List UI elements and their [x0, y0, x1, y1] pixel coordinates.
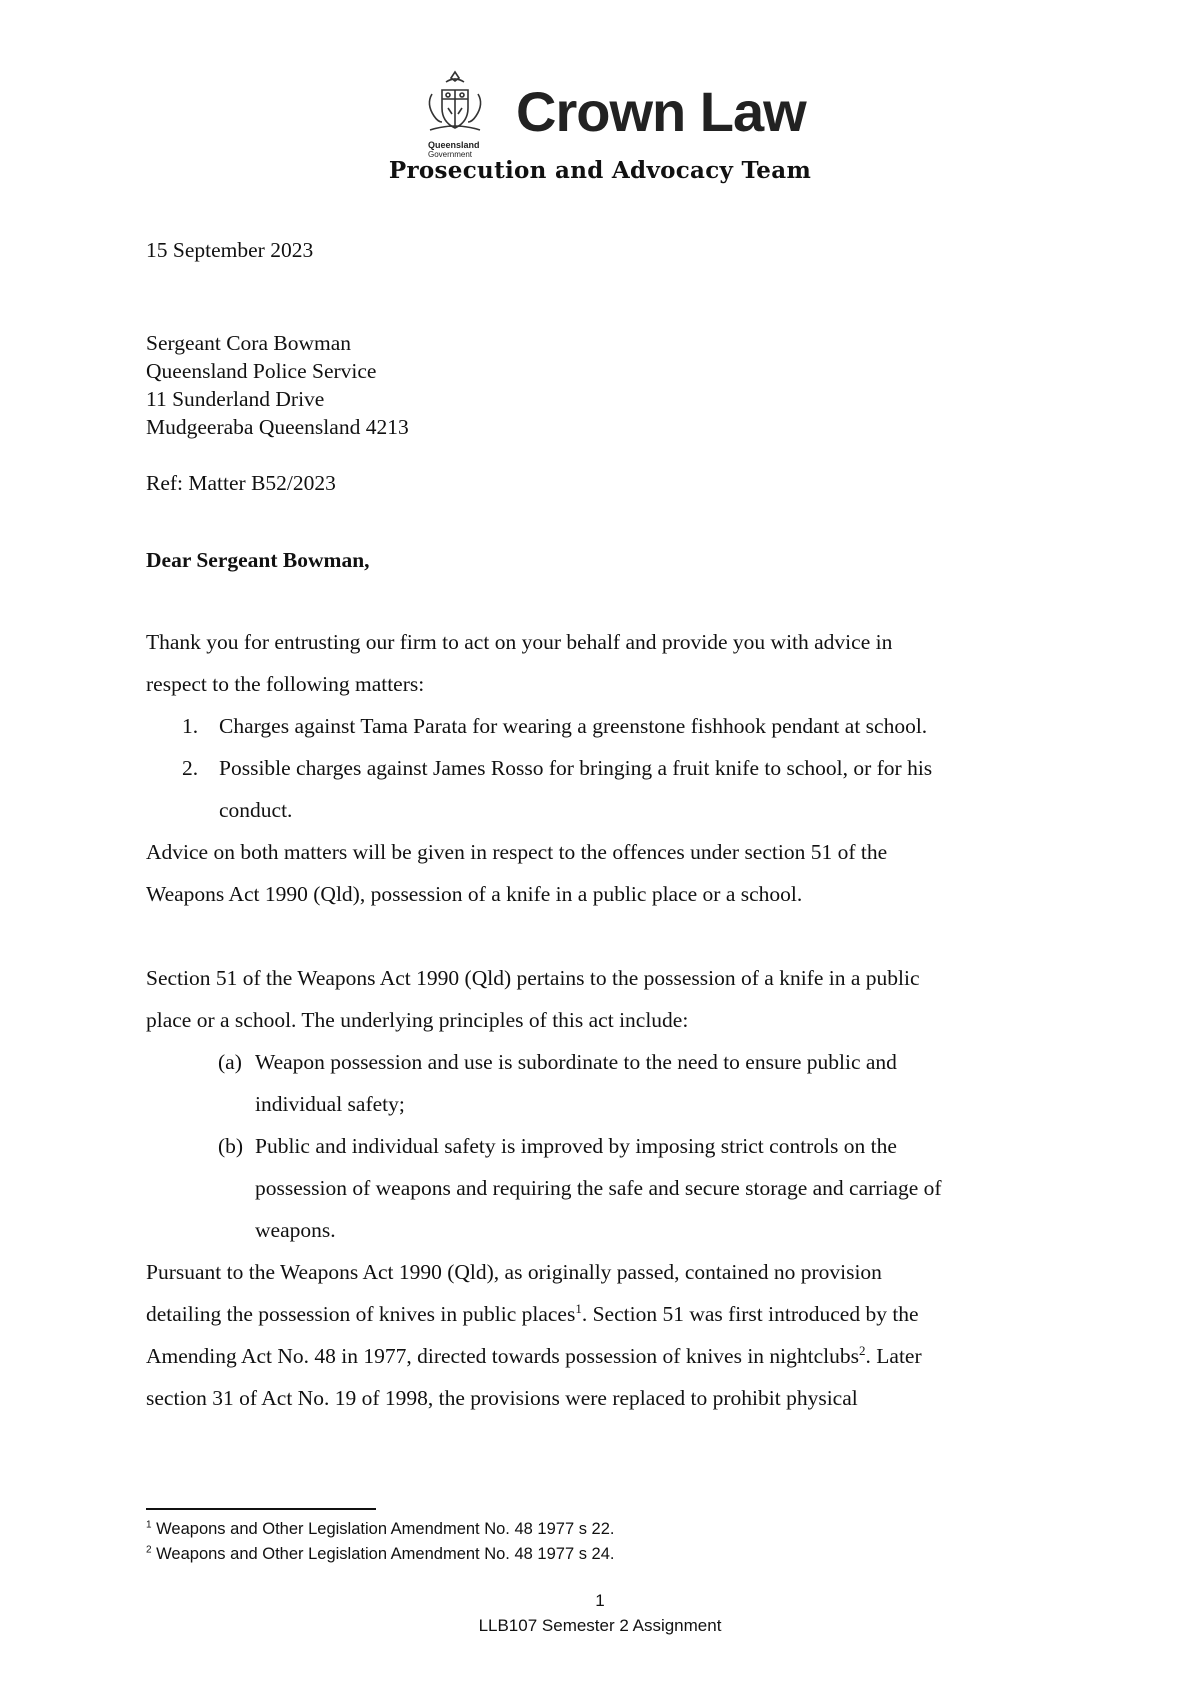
list-item-continuation: conduct. — [219, 798, 293, 822]
body-line: Thank you for entrusting our firm to act on your behalf and provide you with advice in — [146, 630, 893, 654]
reference-line: Ref: Matter B52/2023 — [146, 471, 336, 495]
footnote-number: 2 — [146, 1544, 152, 1556]
crest-government-label: Government — [428, 150, 473, 159]
principle-line: possession of weapons and requiring the safe and secure storage and carriage of — [255, 1176, 942, 1200]
address-line: 11 Sunderland Drive — [146, 387, 325, 411]
list-item: Possible charges against James Rosso for bringing a fruit knife to school, or for his — [219, 756, 933, 780]
body-line: Weapons Act 1990 (Qld), possession of a knife in a public place or a school. — [146, 882, 803, 906]
principle-label: (a) — [218, 1050, 242, 1074]
list-item: Charges against Tama Parata for wearing a greenstone fishhook pendant at school. — [219, 714, 928, 738]
principle-line: weapons. — [255, 1218, 336, 1242]
body-text: . Later — [865, 1344, 922, 1368]
address-line: Queensland Police Service — [146, 359, 377, 383]
body-line: respect to the following matters: — [146, 672, 425, 696]
queensland-coat-of-arms-icon — [420, 68, 490, 164]
brand-name: Crown Law — [516, 80, 806, 143]
address-line: Mudgeeraba Queensland 4213 — [146, 415, 409, 439]
body-line: Pursuant to the Weapons Act 1990 (Qld), as originally passed, contained no provision — [146, 1260, 882, 1284]
principle-line: Weapon possession and use is subordinate to the need to ensure public and — [255, 1050, 897, 1074]
principle-label: (b) — [218, 1134, 244, 1158]
principle-line: Public and individual safety is improved by imposing strict controls on the — [255, 1134, 897, 1158]
team-heading: Prosecution and Advocacy Team — [388, 157, 812, 184]
body-line: Section 51 of the Weapons Act 1990 (Qld) pertains to the possession of a knife in a public — [146, 966, 920, 990]
letter-date: 15 September 2023 — [146, 238, 314, 262]
body-line: place or a school. The underlying principles of this act include: — [146, 1008, 689, 1032]
footnote-text: Weapons and Other Legislation Amendment No. 48 1977 s 24. — [151, 1545, 615, 1563]
crown-law-logo — [420, 68, 806, 164]
footnote — [146, 1546, 614, 1563]
body-text: Amending Act No. 48 in 1977, directed towards possession of knives in nightclubs — [146, 1344, 860, 1368]
list-number: 1. — [182, 714, 199, 738]
body-line: Advice on both matters will be given in respect to the offences under section 51 of the — [146, 840, 888, 864]
list-number: 2. — [182, 756, 199, 780]
address-line: Sergeant Cora Bowman — [146, 331, 352, 355]
footnote-number: 1 — [146, 1519, 152, 1531]
footnote-ref-1: 1 — [575, 1300, 582, 1316]
footnote-text: Weapons and Other Legislation Amendment No. 48 1977 s 22. — [151, 1520, 615, 1538]
footnote-divider — [146, 1508, 376, 1510]
crest-state-label: Queensland — [428, 140, 480, 150]
body-line — [146, 1342, 922, 1368]
page-number: 1 — [595, 1591, 605, 1610]
body-text: detailing the possession of knives in public places — [146, 1302, 576, 1326]
course-footer: LLB107 Semester 2 Assignment — [478, 1616, 722, 1635]
body-text: . Section 51 was first introduced by the — [581, 1302, 919, 1326]
footnote-ref-2: 2 — [859, 1342, 866, 1358]
body-line: section 31 of Act No. 19 of 1998, the provisions were replaced to prohibit physical — [146, 1386, 858, 1410]
body-line — [146, 1300, 919, 1326]
principle-line: individual safety; — [255, 1092, 405, 1116]
footnote — [146, 1521, 614, 1538]
salutation: Dear Sergeant Bowman, — [146, 548, 370, 572]
